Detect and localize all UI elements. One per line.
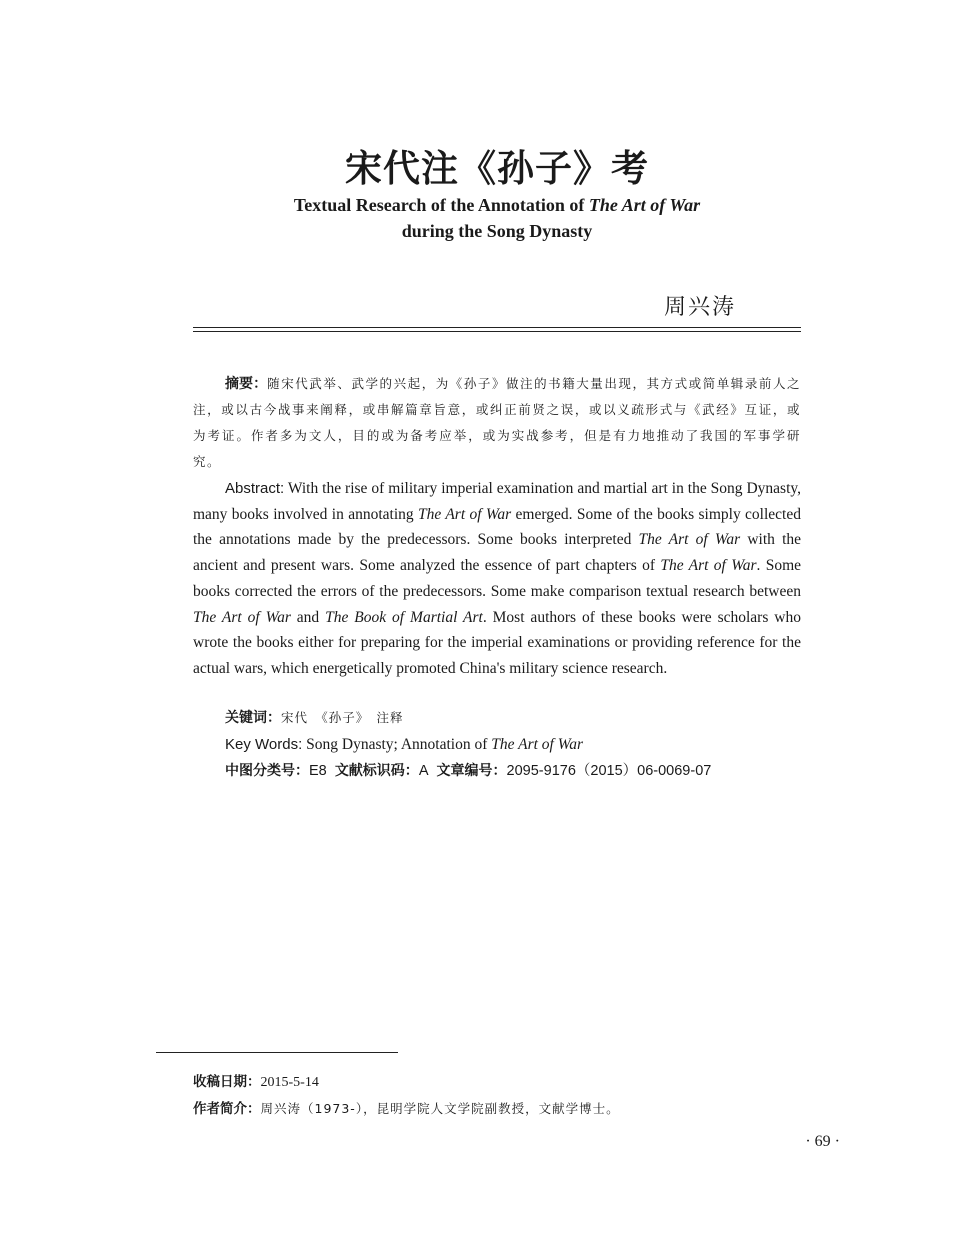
received-date: 2015-5-14 <box>260 1075 319 1090</box>
title-english-line1-prefix: Textual Research of the Annotation of <box>293 195 589 215</box>
article-id-value: 2095-9176（2015）06-0069-07 <box>506 763 712 779</box>
keywords-english-value: Song Dynasty; Annotation of <box>302 736 492 753</box>
footnote-received <box>193 1070 833 1091</box>
author-bio-text: 周兴涛（1973-），昆明学院人文学院副教授，文献学博士。 <box>260 1101 620 1116</box>
classification-line <box>193 758 801 784</box>
page-number: · 69 · <box>805 1133 840 1150</box>
received-label: 收稿日期： <box>193 1074 261 1090</box>
abstract-text-part: with the ancient and present wars. Some analyzed the essence of part chapters of <box>193 531 801 575</box>
keywords-chinese <box>193 705 801 731</box>
abstract-text-part: . Some books corrected the errors of the predecessors. Some make comparison textual research between <box>193 557 802 600</box>
header-rule-top <box>193 327 801 328</box>
title-chinese: 宋代注《孙子》考 <box>345 146 649 190</box>
abstract-italic-title: The Book of Martial Art <box>325 608 483 626</box>
abstract-chinese <box>193 371 801 475</box>
keywords-section <box>193 705 801 784</box>
footnote-rule <box>156 1052 398 1053</box>
title-english <box>0 192 964 244</box>
abstract-italic-title: The Art of War <box>638 531 741 549</box>
author-bio-label: 作者简介： <box>193 1101 261 1117</box>
article-id-label: 文章编号： <box>436 763 507 779</box>
keywords-english-label: Key Words: <box>225 736 303 753</box>
doc-code-value: A <box>418 763 429 779</box>
author-name: 周兴涛 <box>663 295 736 320</box>
keywords-chinese-label: 关键词： <box>225 710 281 726</box>
abstract-english-section <box>193 476 801 682</box>
abstract-english-label: Abstract: <box>225 480 285 497</box>
abstract-chinese-text: 随宋代武举、武学的兴起，为《孙子》做注的书籍大量出现，其方式或简单辑录前人之注，或以古今战事来阐释，或串解篇章旨意，或纠正前贤之误，或以义疏形式与《武经》互证，或为考证。作者多为文人，目的或为备考应举，或为实战参考，但是有力地推动了我国的军事学研究。 <box>193 376 801 469</box>
keywords-chinese-value: 宋代 《孙子》 注释 <box>281 710 404 725</box>
abstract-text-part: emerged. Some of the books simply collected the annotations made by the predecessors. Some books interpreted <box>193 505 801 549</box>
keywords-english-italic: The Art of War <box>491 736 583 753</box>
abstract-chinese-label: 摘要： <box>225 376 268 392</box>
title-english-line2: during the Song Dynasty <box>401 221 593 241</box>
clc-value: E8 <box>309 763 327 779</box>
title-english-line1-italic: The Art of War <box>588 195 701 215</box>
abstract-italic-title: The Art of War <box>193 608 291 626</box>
abstract-text-part: and <box>290 608 326 626</box>
header-rule-bottom <box>193 331 801 332</box>
abstract-italic-title: The Art of War <box>660 557 757 575</box>
abstract-text-part: With the rise of military imperial examination and martial art in the Song Dynasty, many books involved in annotating <box>193 480 801 523</box>
clc-label: 中图分类号： <box>225 763 309 779</box>
abstract-text-part: . Most authors of these books were scholars who wrote the books either for preparing for the imperial examinations or providing reference for the actual wars, which energetically promoted China's military science research. <box>193 608 801 677</box>
abstract-section <box>193 371 801 475</box>
abstract-italic-title: The Art of War <box>418 505 512 523</box>
doc-code-label: 文献标识码： <box>334 763 419 779</box>
abstract-english <box>193 476 801 682</box>
keywords-english <box>193 731 801 758</box>
footnote-author-bio <box>193 1097 833 1117</box>
